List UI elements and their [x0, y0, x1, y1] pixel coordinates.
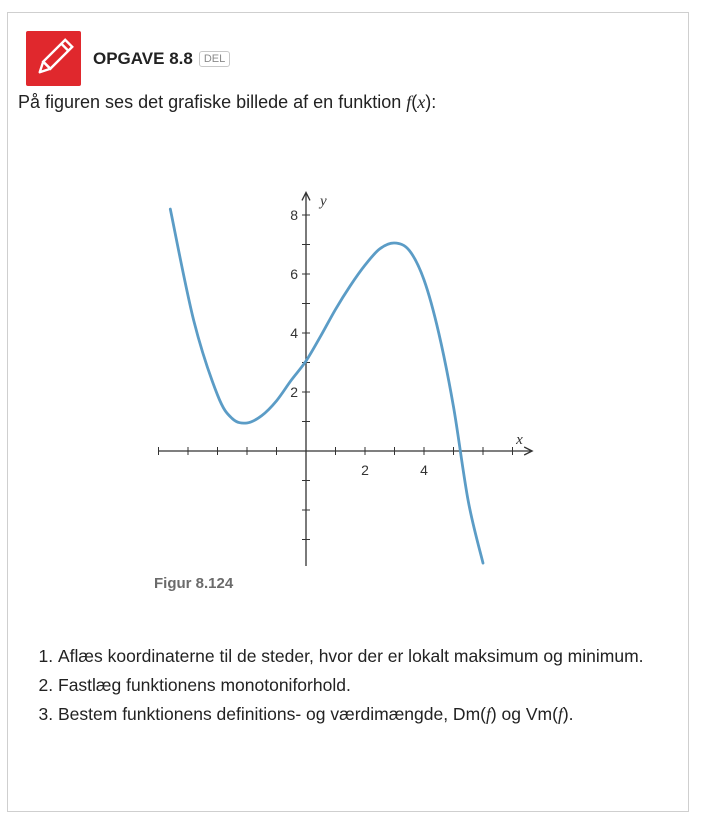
function-graph	[150, 138, 545, 578]
y-tick-label: 8	[290, 207, 298, 223]
intro-function-name: f	[406, 92, 412, 112]
task-2-text: Fastlæg funktionens monotoniforhold.	[58, 675, 351, 695]
intro-sentence: På figuren ses det grafiske billede af en funktion	[18, 92, 407, 112]
task-3-f1: f	[485, 704, 491, 724]
intro-paren-close: ):	[425, 92, 437, 112]
y-axis-label: y	[320, 193, 327, 210]
task-3-f2: f	[557, 704, 563, 724]
task-badge	[26, 31, 81, 86]
x-tick-label: 2	[361, 462, 369, 478]
intro-variable: x	[417, 92, 426, 112]
x-tick-label: 4	[420, 462, 428, 478]
task-item-2	[58, 674, 658, 696]
del-tag[interactable]: DEL	[199, 51, 230, 67]
intro-text	[18, 92, 436, 113]
task-3-text-c: ).	[562, 704, 574, 724]
figure-caption: Figur 8.124	[154, 575, 234, 592]
task-list	[0, 645, 658, 732]
task-title: OPGAVE 8.8	[93, 49, 193, 68]
pencil-icon	[26, 31, 81, 86]
task-3-text-a: Bestem funktionens definitions- og værdimængde, Dm(	[58, 704, 486, 724]
task-item-1	[58, 645, 658, 667]
task-1-text: Aflæs koordinaterne til de steder, hvor der er lokalt maksimum og minimum.	[58, 646, 644, 666]
y-tick-label: 4	[290, 325, 298, 341]
y-tick-label: 2	[290, 384, 298, 400]
x-axis-label: x	[516, 432, 523, 448]
task-3-text-b: ) og Vm(	[490, 704, 558, 724]
intro-paren-open: (	[411, 92, 418, 112]
function-curve	[170, 209, 483, 563]
task-header	[93, 49, 230, 69]
y-tick-label: 6	[290, 266, 298, 282]
task-item-3	[58, 703, 658, 725]
